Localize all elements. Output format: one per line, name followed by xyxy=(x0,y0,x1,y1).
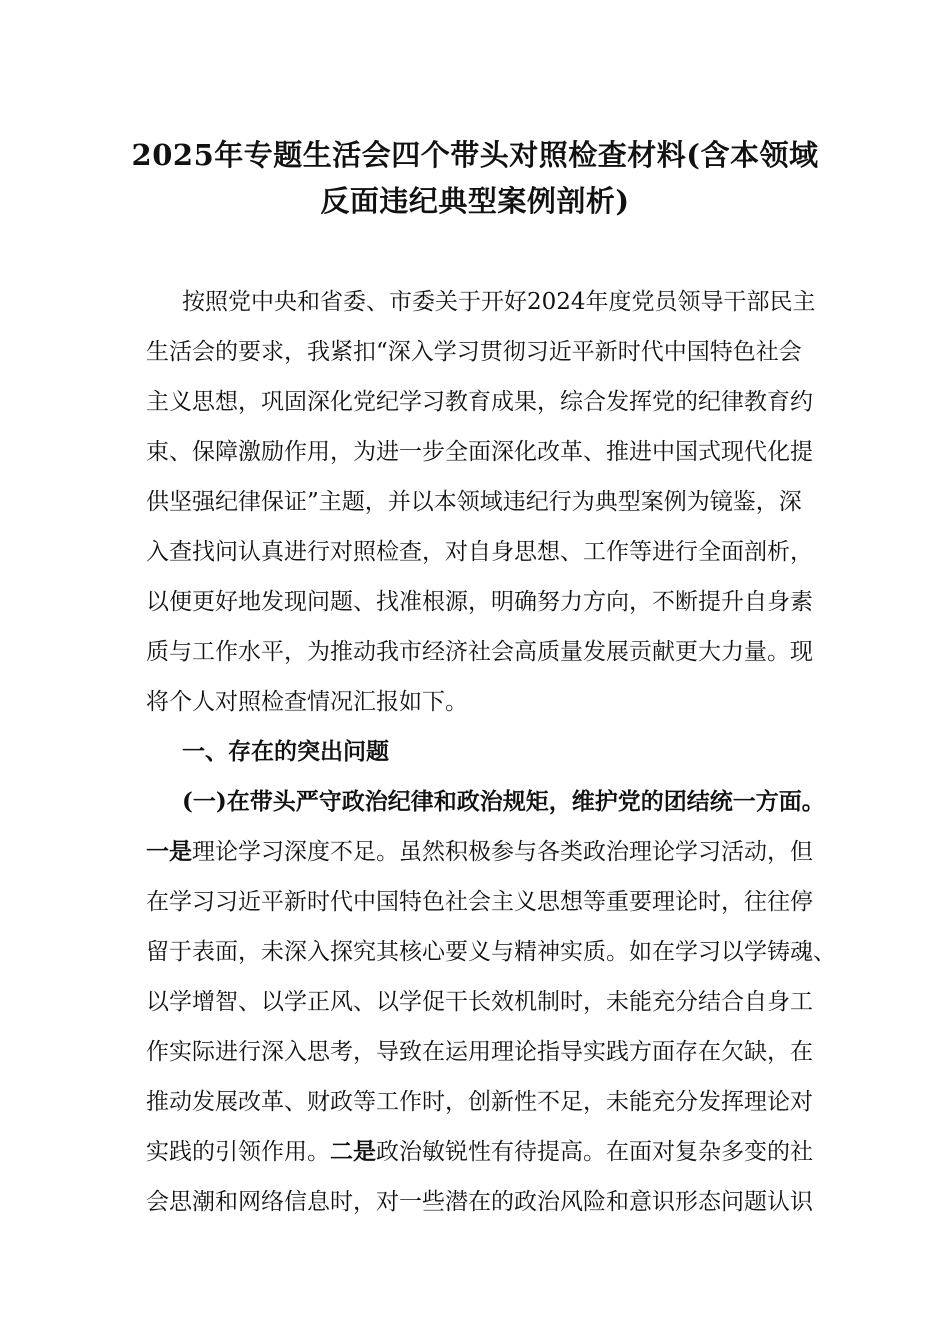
point-1-text: 理论学习深度不足。虽然积极参与各类政治理论学习活动，但 xyxy=(192,839,813,865)
intro-line: 质与工作水平，为推动我市经济社会高质量发展贡献更大力量。现 xyxy=(146,639,813,665)
intro-line: 以便更好地发现问题、找准根源，明确努力方向，不断提升自身素 xyxy=(146,589,813,615)
intro-line: 按照党中央和省委、市委关于开好2024年度党员领导干部民主 xyxy=(182,289,816,315)
point-1-label: 一是 xyxy=(146,838,192,865)
body-line: 作实际进行深入思考，导致在运用理论指导实践方面存在欠缺，在 xyxy=(146,1039,813,1065)
intro-line: 生活会的要求，我紧扣“深入学习贯彻习近平新时代中国特色社会 xyxy=(146,339,802,365)
intro-line: 供坚强纪律保证”主题，并以本领域违纪行为典型案例为镜鉴，深 xyxy=(146,489,802,515)
body-line: 在学习习近平新时代中国特色社会主义思想等重要理论时，往往停 xyxy=(146,889,813,915)
document-title-line-1: 2025年专题生活会四个带头对照检查材料(含本领域 xyxy=(131,138,819,172)
body-line: 推动发展改革、财政等工作时，创新性不足，未能充分发挥理论对 xyxy=(146,1089,813,1115)
point-2-text: 政治敏锐性有待提高。在面对复杂多变的社 xyxy=(376,1139,813,1165)
section-heading: 一、存在的突出问题 xyxy=(182,738,389,765)
point-2-label: 二是 xyxy=(330,1138,376,1165)
intro-line: 入查找问认真进行对照检查，对自身思想、工作等进行全面剖析， xyxy=(146,539,813,565)
point-1-line xyxy=(146,827,846,877)
point-2-line xyxy=(146,1127,846,1177)
body-line: 以学增智、以学正风、以学促干长效机制时，未能充分结合自身工 xyxy=(146,989,813,1015)
document-body xyxy=(146,277,846,1227)
subsection-heading: (一)在带头严守政治纪律和政治规矩，维护党的团结统一方面。 xyxy=(182,788,825,815)
point-1-ending: 实践的引领作用。 xyxy=(146,1139,330,1165)
intro-line: 将个人对照检查情况汇报如下。 xyxy=(146,689,468,715)
intro-line: 主义思想，巩固深化党纪学习教育成果，综合发挥党的纪律教育约 xyxy=(146,389,813,415)
body-line: 留于表面，未深入探究其核心要义与精神实质。如在学习以学铸魂、 xyxy=(146,939,836,965)
body-line: 会思潮和网络信息时，对一些潜在的政治风险和意识形态问题认识 xyxy=(146,1189,813,1215)
intro-line: 束、保障激励作用，为进一步全面深化改革、推进中国式现代化提 xyxy=(146,439,813,465)
document-title-line-2: 反面违纪典型案例剖析) xyxy=(320,184,630,218)
